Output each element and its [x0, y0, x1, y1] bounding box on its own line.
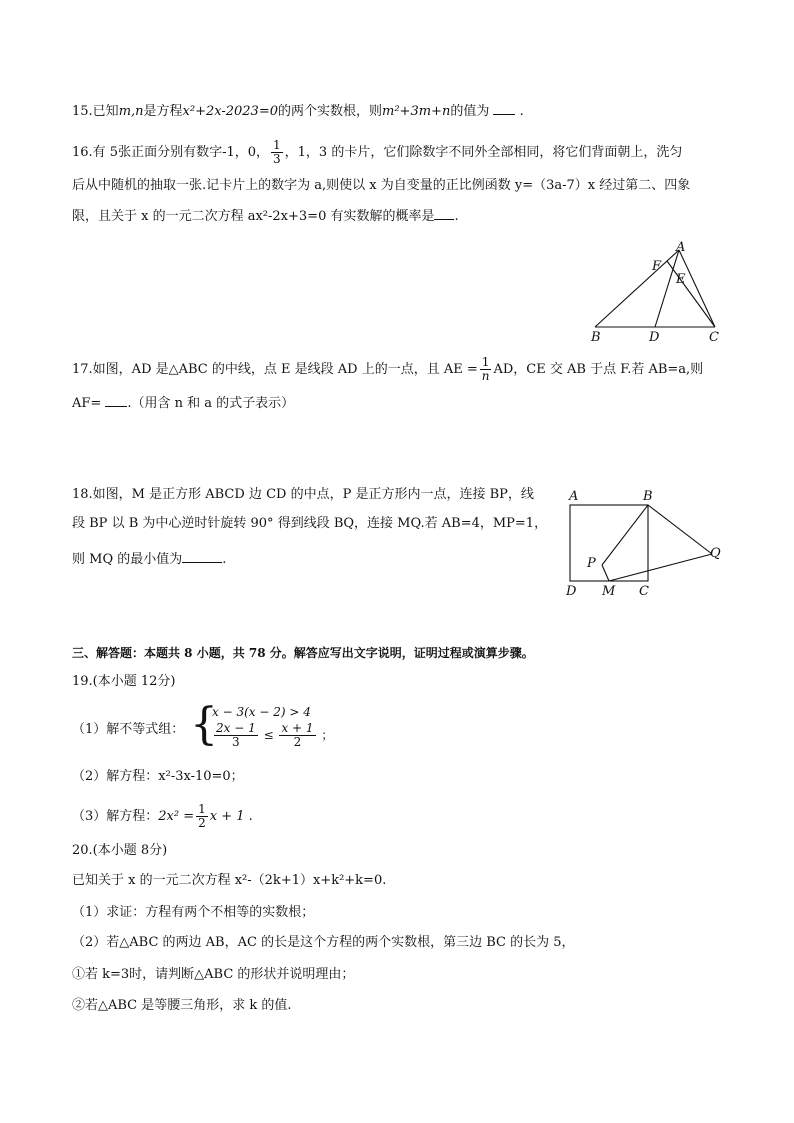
segment-ab [595, 250, 679, 327]
q15-expression: m²+3m+n [382, 104, 451, 119]
q19-part-2: （2）解方程：x²-3x-10=0； [72, 769, 244, 784]
label-a: A [569, 489, 579, 504]
question-17-line-1 [72, 356, 703, 383]
label-b: B [643, 489, 653, 504]
segment-bp [602, 505, 648, 565]
label-e: E [676, 272, 686, 287]
system-brace: { [190, 699, 218, 750]
question-16-line-1 [72, 139, 682, 166]
fraction-denominator: n [481, 369, 490, 383]
segment-cf [667, 261, 715, 327]
label-m: M [602, 584, 616, 599]
answer-blank [434, 207, 454, 220]
q15-text: 是方程 [143, 104, 183, 119]
question-16-line-3 [72, 207, 459, 226]
q20-sub-1: （1）求证：方程有两个不相等的实数根； [72, 905, 315, 920]
q18-text: 则 MQ 的最小值为 [72, 552, 183, 567]
inequality-2 [212, 722, 333, 749]
question-19-title: 19.(本小题 12分) [72, 674, 176, 689]
question-18-line-3 [72, 550, 226, 569]
fraction-denominator: 3 [232, 735, 240, 749]
label-d: D [566, 584, 577, 599]
inequality-operator: ≤ [263, 728, 274, 742]
q20-sub-2: （2）若△ABC 的两边 AB，AC 的长是这个方程的两个实数根，第三边 BC 的长为 5， [72, 935, 575, 950]
answer-blank [182, 550, 222, 563]
ineq-frac-left [214, 722, 258, 749]
q17-text: AF= [72, 396, 102, 411]
segment-ac [679, 250, 715, 327]
q16-text: 限，且关于 x 的一元二次方程 ax²-2x+3=0 有实数解的概率是 [72, 209, 435, 224]
q20-sub-2a: ①若 k=3时，请判断△ABC 的形状并说明理由； [72, 967, 355, 982]
q17-text: 17.如图，AD 是△ABC 的中线，点 E 是线段 AD 上的一点，且 AE = [72, 362, 478, 377]
q15-text: 的两个实数根，则 [278, 104, 383, 119]
fraction-numerator: x + 1 [281, 721, 314, 735]
label-q: Q [710, 546, 721, 561]
fraction-one-third [271, 139, 283, 166]
question-20-title: 20.(本小题 8分) [72, 843, 168, 858]
label-a: A [676, 240, 686, 255]
q16-text: . [454, 209, 459, 224]
q17-text: AD，CE 交 AB 于点 F.若 AB=a,则 [493, 362, 704, 377]
label-p: P [587, 556, 596, 571]
fraction-numerator: 1 [198, 802, 206, 816]
equation-rhs: x + 1 . [209, 809, 253, 824]
question-16-line-2: 后从中随机的抽取一张.记卡片上的数字为 a,则使以 x 为自变量的正比例函数 y=（3a-7）x 经过第二、四象 [72, 178, 691, 193]
question-17-line-2 [72, 394, 294, 413]
q15-text: 15.已知 [72, 104, 119, 119]
q16-text: 16.有 5张正面分别有数字-1，0， [72, 145, 270, 160]
answer-blank [105, 394, 127, 407]
q15-text: 的值为 [450, 104, 490, 119]
segment-bq [648, 505, 712, 554]
square-abcd [570, 505, 648, 581]
q19-text: ； [321, 728, 334, 742]
label-c: C [709, 330, 719, 345]
question-15 [72, 102, 524, 121]
fraction-one-over-n [480, 356, 492, 383]
answer-blank [493, 102, 515, 115]
label-f: F [652, 259, 662, 274]
fraction-one-half [196, 803, 208, 830]
label-d: D [649, 330, 660, 345]
label-c: C [639, 584, 649, 599]
inequality-1: x − 3(x − 2) > 4 [212, 705, 311, 719]
fraction-numerator: 1 [480, 356, 492, 370]
square-figure-18 [560, 485, 730, 603]
q15-text: . [519, 104, 524, 119]
segment-pm [602, 565, 609, 581]
segment-mq [609, 554, 712, 581]
section-3-heading: 三、解答题：本题共 8 小题，共 78 分。解答应写出文字说明，证明过程或演算步骤。 [72, 646, 534, 660]
q16-text: ，1，3 的卡片，它们除数字不同外全部相同，将它们背面朝上，洗匀 [284, 145, 683, 160]
question-18-line-1: 18.如图，M 是正方形 ABCD 边 CD 的中点，P 是正方形内一点，连接 BP，线 [72, 487, 534, 502]
fraction-denominator: 3 [273, 152, 281, 166]
ineq-frac-right [279, 722, 315, 749]
fraction-denominator: 2 [198, 816, 206, 830]
fraction-numerator: 1 [273, 138, 281, 152]
q20-stem: 已知关于 x 的一元二次方程 x²-（2k+1）x+k²+k=0. [72, 873, 387, 888]
q15-vars: m,n [118, 104, 144, 119]
q15-equation: x²+2x-2023=0 [182, 104, 278, 119]
triangle-figure-17 [585, 238, 725, 346]
question-18-line-2: 段 BP 以 B 为中心逆时针旋转 90° 得到线段 BQ，连接 MQ.若 AB=4，MP=1， [72, 516, 548, 531]
q19-part-1-label: （1）解不等式组： [72, 722, 185, 737]
q17-text: .（用含 n 和 a 的式子表示） [127, 396, 295, 411]
fraction-numerator: 2x − 1 [216, 721, 256, 735]
q19-text: （3）解方程： [72, 809, 159, 824]
fraction-denominator: 2 [293, 735, 302, 749]
label-b: B [591, 330, 601, 345]
q18-text: . [222, 552, 227, 567]
q20-sub-2b: ②若△ABC 是等腰三角形，求 k 的值. [72, 998, 292, 1013]
q19-part-3 [72, 803, 253, 830]
equation-lhs: 2x² = [158, 809, 195, 824]
